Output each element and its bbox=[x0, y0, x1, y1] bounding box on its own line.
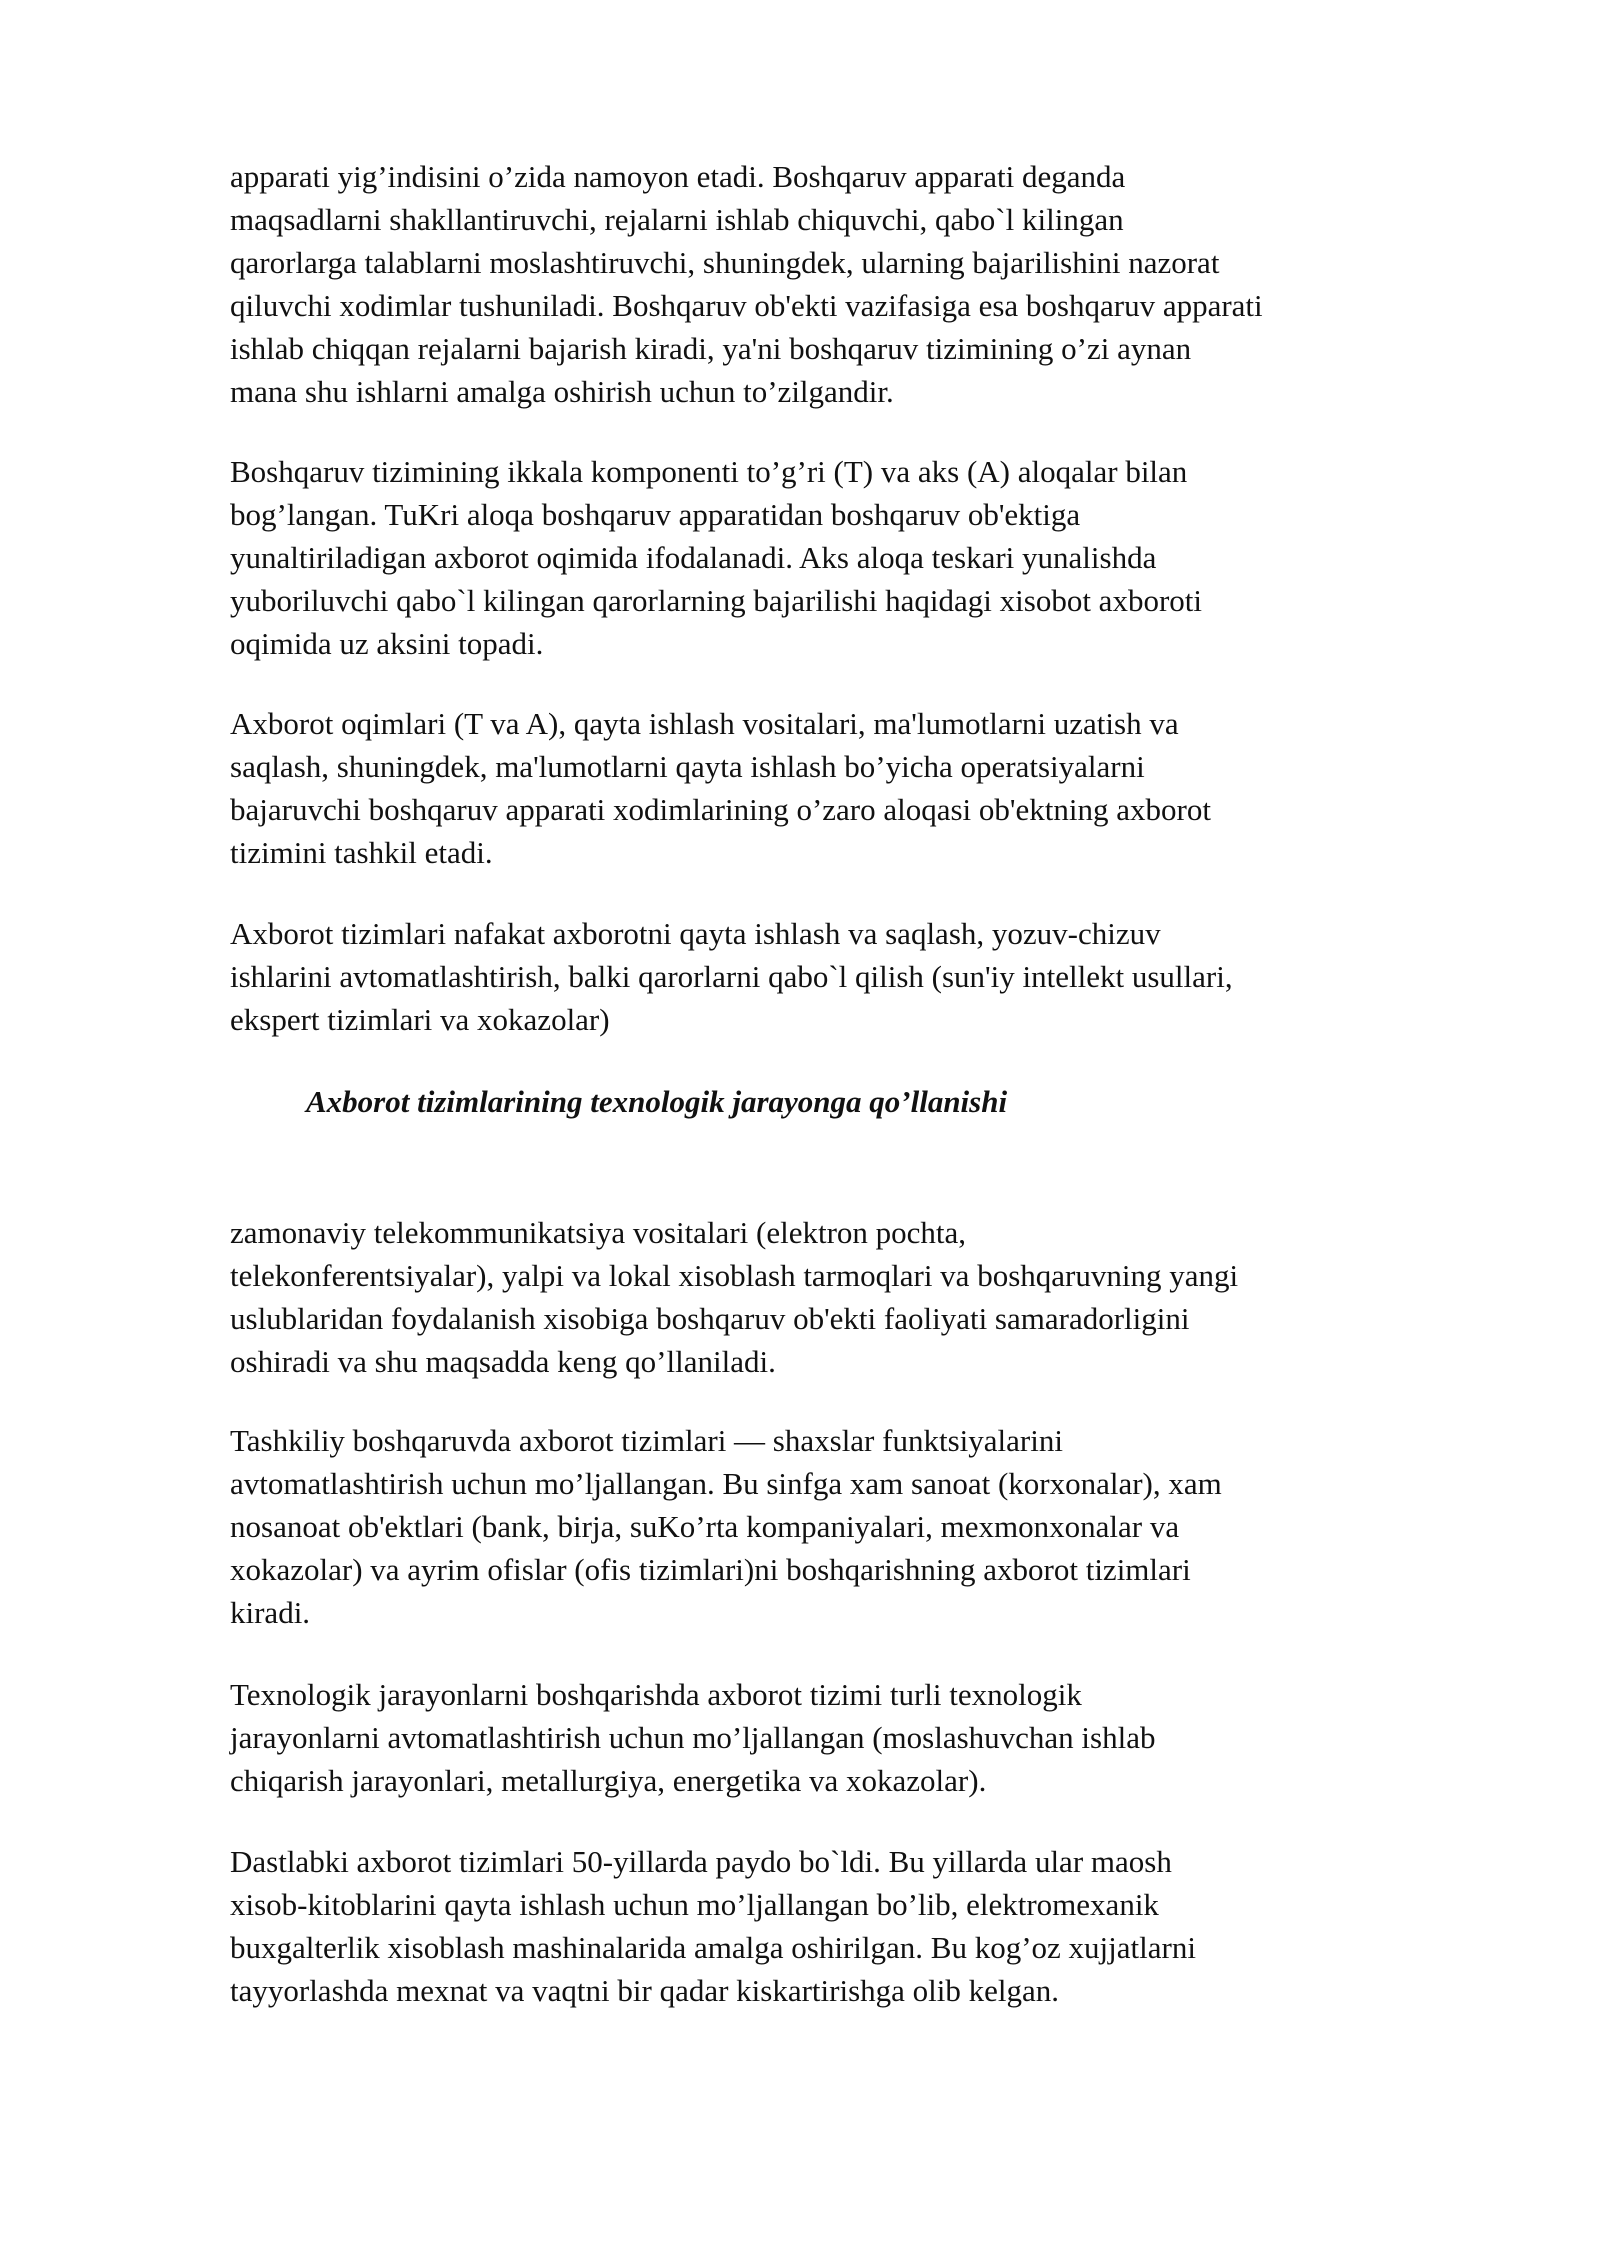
paragraph-1: apparati yig’indisini o’zida namoyon etadi. Boshqaruv apparati deganda maqsadlarni shakllantiruvchi, rejalarni ishlab chiquvchi, qabo`l kilingan qarorlarga talablarni moslashtiruvchi, shuningdek, ularning bajarilishini nazorat qiluvchi xodimlar tushuniladi. Boshqaruv ob'ekti vazifasiga esa boshqaruv apparati ishlab chiqqan rejalarni bajarish kiradi, ya'ni boshqaruv tizimining o’zi aynan mana shu ishlarni amalga oshirish uchun to’zilgandir. bbox=[230, 159, 1263, 409]
paragraph-2: Boshqaruv tizimining ikkala komponenti to’g’ri (T) va aks (A) aloqalar bilan bog’langan. TuKri aloqa boshqaruv apparatidan boshqaruv ob'ektiga yunaltiriladigan axborot oqimida ifodalanadi. Aks aloqa teskari yunalishda yuboriluvchi qabo`l kilingan qarorlarning bajarilishi haqidagi xisobot axboroti oqimida uz aksini topadi. bbox=[230, 454, 1202, 661]
paragraph-6: Tashkiliy boshqaruvda axborot tizimlari — shaxslar funktsiyalarini avtomatlashtirish uchun mo’ljallangan. Bu sinfga xam sanoat (korxonalar), xam nosanoat ob'ektlari (bank, birja, suKo’rta kompaniyalari, mexmonxonalar va xokazolar) va ayrim ofislar (ofis tizimlari)ni boshqarishning axborot tizimlari kiradi. bbox=[230, 1423, 1222, 1630]
paragraph-7: Texnologik jarayonlarni boshqarishda axborot tizimi turli texnologik jarayonlarni avtomatlashtirish uchun mo’ljallangan (moslashuvchan ishlab chiqarish jarayonlari, metallurgiya, energetika va xokazolar). bbox=[230, 1677, 1156, 1798]
paragraph-3: Axborot oqimlari (T va A), qayta ishlash vositalari, ma'lumotlarni uzatish va saqlash, shuningdek, ma'lumotlarni qayta ishlash bo’yicha operatsiyalarni bajaruvchi boshqaruv apparati xodimlarining o’zaro aloqasi ob'ektning axborot tizimini tashkil etadi. bbox=[230, 706, 1211, 870]
paragraph-5: zamonaviy telekommunikatsiya vositalari (elektron pochta, telekonferentsiyalar), yalpi va lokal xisoblash tarmoqlari va boshqaruvning yangi uslublaridan foydalanish xisobiga boshqaruv ob'ekti faoliyati samaradorligini oshiradi va shu maqsadda keng qo’llaniladi. bbox=[230, 1215, 1239, 1379]
paragraph-8: Dastlabki axborot tizimlari 50-yillarda paydo bo`ldi. Bu yillarda ular maosh xisob-kitoblarini qayta ishlash uchun mo’ljallangan bo’lib, elektromexanik buxgalterlik xisoblash mashinalarida amalga oshirilgan. Bu kog’oz xujjatlarni tayyorlashda mexnat va vaqtni bir qadar kiskartirishga olib kelgan. bbox=[230, 1844, 1196, 2008]
section-heading: Axborot tizimlarining texnologik jarayonga qo’llanishi bbox=[306, 1084, 1008, 1119]
paragraph-4: Axborot tizimlari nafakat axborotni qayta ishlash va saqlash, yozuv-chizuv ishlarini avtomatlashtirish, balki qarorlarni qabo`l qilish (sun'iy intellekt usullari, ekspert tizimlari va xokazolar) bbox=[230, 916, 1233, 1037]
